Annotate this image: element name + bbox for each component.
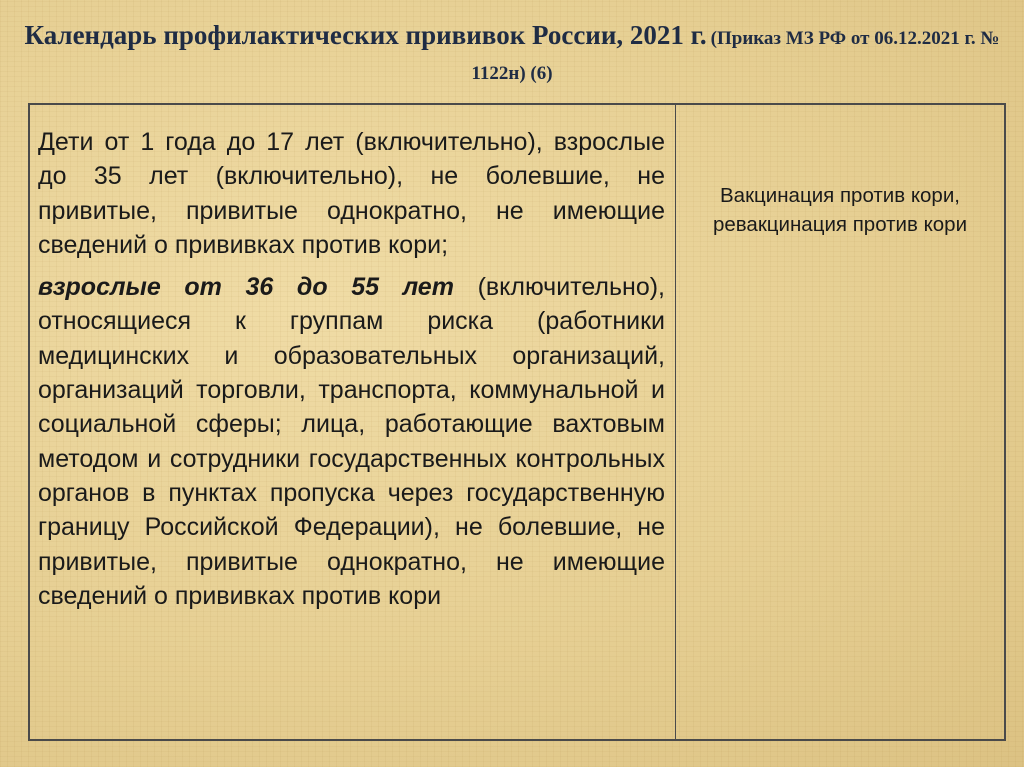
table-cell-target-groups <box>30 105 676 739</box>
paragraph-risk-groups-text: (включительно), относящиеся к группам риска (работники медицинских и образовательных организаций, организаций торговли, транспорта, коммунальной и социальной сферы; лица, работающие вахтовым методом и сотрудники государственных контрольных органов в пунктах пропуска через государственную границу Российской Федерации), не болевшие, не привитые, привитые однократно, не имеющие сведений о прививках против кори <box>38 273 666 610</box>
title-subtitle: (Приказ МЗ РФ от 06.12.2021 г. № 1122н) (6) <box>471 28 1000 84</box>
table-cell-vaccination <box>676 105 1004 739</box>
paragraph-risk-groups-emphasis: взрослые от 36 до 55 лет <box>38 273 454 302</box>
title-main: Календарь профилактических прививок России, 2021 г. <box>24 20 707 50</box>
paragraph-children-adults: Дети от 1 года до 17 лет (включительно), взрослые до 35 лет (включительно), не болевшие, не привитые, привитые однократно, не имеющие сведений о прививках против кори; <box>38 128 665 259</box>
slide-title <box>20 18 1004 92</box>
vaccination-table <box>28 103 1006 741</box>
vaccination-text: Вакцинация против кори, ревакцинация против кори <box>712 184 968 236</box>
paragraph-risk-groups <box>38 270 665 613</box>
